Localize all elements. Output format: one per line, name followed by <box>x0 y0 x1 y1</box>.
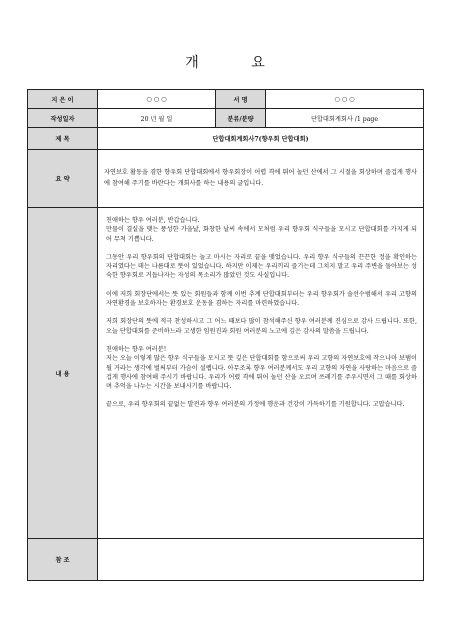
date-label: 작성일자 <box>28 109 98 128</box>
content-paragraph: 이에 저희 회장단에서는 뜻 있는 회원들과 함께 이번 추계 단합대회부터는 우리 향우회가 솔선수범해서 우리 고향의 자연환경을 보호하자는 환경보호 운동을 겸하는 자리를 마련하였습니다. <box>106 290 417 308</box>
content-body <box>98 208 424 539</box>
author-value: ○ ○ ○ <box>98 90 216 109</box>
signature-label: 서 명 <box>216 90 266 109</box>
document-title: 개 요 <box>185 55 289 71</box>
subject-row <box>28 128 424 150</box>
content-paragraph: 그동안 우리 향우회의 단합대회는 놀고 마시는 자리로 끝을 맺었습니다. 우리 향우 식구들의 끈끈한 정을 확인하는 자리였다는 데는 나름대로 뜻이 있었습니다. 하지만 이제는 우리끼리 즐기는데 그치지 말고 우리 주변을 돌아보는 성숙한 향우회로 거듭나자는 자성의 목소리가 많았던 것도 사실입니다. <box>106 253 417 280</box>
signature-value: ○ ○ ○ <box>266 90 424 109</box>
author-label: 지 은 이 <box>28 90 98 109</box>
reference-row <box>28 539 424 581</box>
content-label: 내 용 <box>28 208 98 539</box>
author-row <box>28 90 424 109</box>
content-paragraph: 저는 오늘 이렇게 많은 향우 식구들을 모시고 뜻 깊은 단합대회를 함으로써 우리 고향의 자연보호에 작으나마 보탬이 될 거라는 생각에 벌써부터 가슴이 설렙니다. 아무조록 향우 여러분께서도 우리 고향의 자연을 사랑하는 마음으로 즐겁게 행사에 참여해 주시기 바랍니다. 우리가 어렸 격에 뛰어 놀던 산을 오르며 쓰레기를 주우시면서 그 때를 회상하며 추억을 나누는 시간을 보내시기를 바랍니다. <box>106 355 417 391</box>
content-paragraph: 저희 회장단의 뜻에 적극 찬성하시고 그 어느 때보다 많이 참석해주신 향우 여러분께 진심으로 감사 드립니다. 또한, 오늘 단합대회를 준비하느라 고생한 임원진과 회원 여러분의 노고에 깊은 감사의 말씀을 드립니다. <box>106 318 417 335</box>
category-value: 단합대회계회사 /1 page <box>266 109 424 128</box>
content-paragraph: 친애하는 향우 여러분, 반갑습니다. <box>106 217 200 224</box>
reference-value <box>98 539 424 581</box>
summary-form-table <box>27 89 424 581</box>
content-paragraph: 만물이 결실을 맺는 풍성한 가을날, 화창한 날씨 속에서 모처럼 우리 향우회 식구들을 모시고 단합대회를 가지게 되어 무척 기쁩니다. <box>106 226 417 243</box>
subject-label: 제 목 <box>28 128 98 150</box>
summary-row <box>28 150 424 208</box>
summary-text: 자연보호 활동을 겸한 향우회 단합대회에서 향우회장이 어렵 격에 뛰어 놀던 산에서 그 시절을 회상하며 즐겁게 행사에 참여해 주기를 바란다는 개회사를 하는 내용의 글입니다. <box>98 150 424 208</box>
subject-value: 단합대회계회사7(향우회 단합대회) <box>98 128 424 150</box>
category-label: 분류/분량 <box>216 109 266 128</box>
content-row <box>28 208 424 539</box>
summary-label: 요 약 <box>28 150 98 208</box>
date-value: 20 년 월 일 <box>98 109 216 128</box>
date-row <box>28 109 424 128</box>
reference-label: 참 조 <box>28 539 98 581</box>
content-paragraph: 친애하는 향우 여러분! <box>106 345 167 353</box>
content-paragraph: 끝으로, 우리 향우회의 끝없는 발전과 향우 여러분의 가정에 행운과 건강이 가득하기를 기원합니다. 고맙습니다. <box>106 401 405 409</box>
